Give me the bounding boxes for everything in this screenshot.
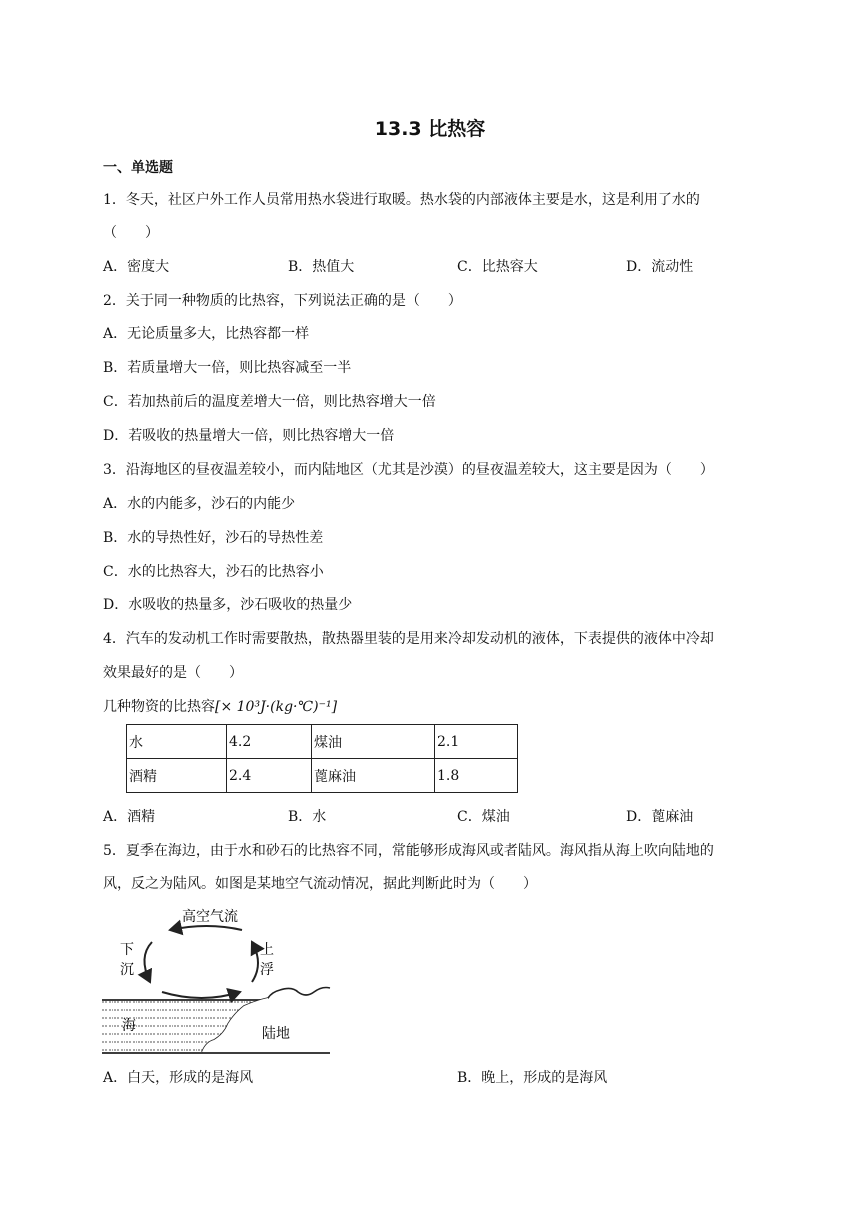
q2-option-d: D．若吸收的热量增大一倍，则比热容增大一倍 <box>103 428 395 444</box>
q4-option-c: C．煤油 <box>457 809 510 825</box>
sink-label-2: 沉 <box>120 962 134 978</box>
table-cell: 2.4 <box>227 759 312 793</box>
q5-stem-line2: 风，反之为陆风。如图是某地空气流动情况，据此判断此时为（ ） <box>103 876 537 892</box>
q1-option-a: A．密度大 <box>103 259 170 275</box>
land-label: 陆地 <box>262 1026 290 1042</box>
sea-breeze-diagram <box>102 902 334 1058</box>
circulation-arrows <box>144 926 258 998</box>
table-row <box>127 725 518 759</box>
rise-label-1: 上 <box>260 942 274 958</box>
q1-option-d: D．流动性 <box>626 259 694 275</box>
q3-option-a: A．水的内能多，沙石的内能少 <box>103 496 296 512</box>
q3-option-d: D．水吸收的热量多，沙石吸收的热量少 <box>103 597 353 613</box>
table-cell: 水 <box>127 725 227 759</box>
section-heading: 一、单选题 <box>103 160 173 176</box>
q4-table-caption <box>103 697 337 717</box>
q2-option-b: B．若质量增大一倍，则比热容减至一半 <box>103 360 352 376</box>
table-cell: 1.8 <box>435 759 518 793</box>
q2-option-c: C．若加热前后的温度差增大一倍，则比热容增大一倍 <box>103 394 436 410</box>
q2-stem: 2．关于同一种物质的比热容，下列说法正确的是（ ） <box>103 293 462 309</box>
bottom-arrow <box>162 992 240 998</box>
q4-option-d: D．蓖麻油 <box>626 809 694 825</box>
q4-stem-line1: 4．汽车的发动机工作时需要散热，散热器里装的是用来冷却发动机的液体，下表提供的液体中冷却 <box>103 631 714 647</box>
q1-option-b: B．热值大 <box>288 259 355 275</box>
q1-option-c: C．比热容大 <box>457 259 538 275</box>
table-cell: 煤油 <box>312 725 435 759</box>
q3-option-b: B．水的导热性好，沙石的导热性差 <box>103 530 324 546</box>
sea-label: 海 <box>122 1018 136 1034</box>
q4-stem-line2: 效果最好的是（ ） <box>103 665 243 681</box>
q5-option-b: B．晚上，形成的是海风 <box>457 1070 608 1086</box>
table-cell: 蓖麻油 <box>312 759 435 793</box>
q1-stem-line1: 1．冬天，社区户外工作人员常用热水袋进行取暖。热水袋的内部液体主要是水，这是利用了水的 <box>103 192 700 208</box>
specific-heat-table <box>126 724 518 793</box>
top-arrow <box>170 926 242 930</box>
q5-stem-line1: 5．夏季在海边，由于水和砂石的比热容不同，常能够形成海风或者陆风。海风指从海上吹向陆地的 <box>103 843 714 859</box>
q3-option-c: C．水的比热容大，沙石的比热容小 <box>103 564 324 580</box>
top-airflow-label: 高空气流 <box>182 909 238 925</box>
q3-stem: 3．沿海地区的昼夜温差较小，而内陆地区（尤其是沙漠）的昼夜温差较大，这主要是因为（ ） <box>103 462 714 478</box>
q2-option-a: A．无论质量多大，比热容都一样 <box>103 326 310 342</box>
table-cell: 2.1 <box>435 725 518 759</box>
page-title: 13.3 比热容 <box>374 118 486 140</box>
q4-table-caption-text: 几种物资的比热容 <box>103 699 215 715</box>
q4-table-caption-unit: [× 10³J·(kg·℃)⁻¹] <box>215 699 338 715</box>
sink-label-1: 下 <box>120 942 134 958</box>
right-arrow <box>252 942 258 982</box>
rise-label-2: 浮 <box>260 962 274 978</box>
table-cell: 4.2 <box>227 725 312 759</box>
q4-option-a: A．酒精 <box>103 809 156 825</box>
left-arrow <box>144 942 152 982</box>
table-row <box>127 759 518 793</box>
table-cell: 酒精 <box>127 759 227 793</box>
q5-option-a: A．白天，形成的是海风 <box>103 1070 254 1086</box>
q1-stem-line2: （ ） <box>103 225 159 241</box>
q4-option-b: B．水 <box>288 809 327 825</box>
